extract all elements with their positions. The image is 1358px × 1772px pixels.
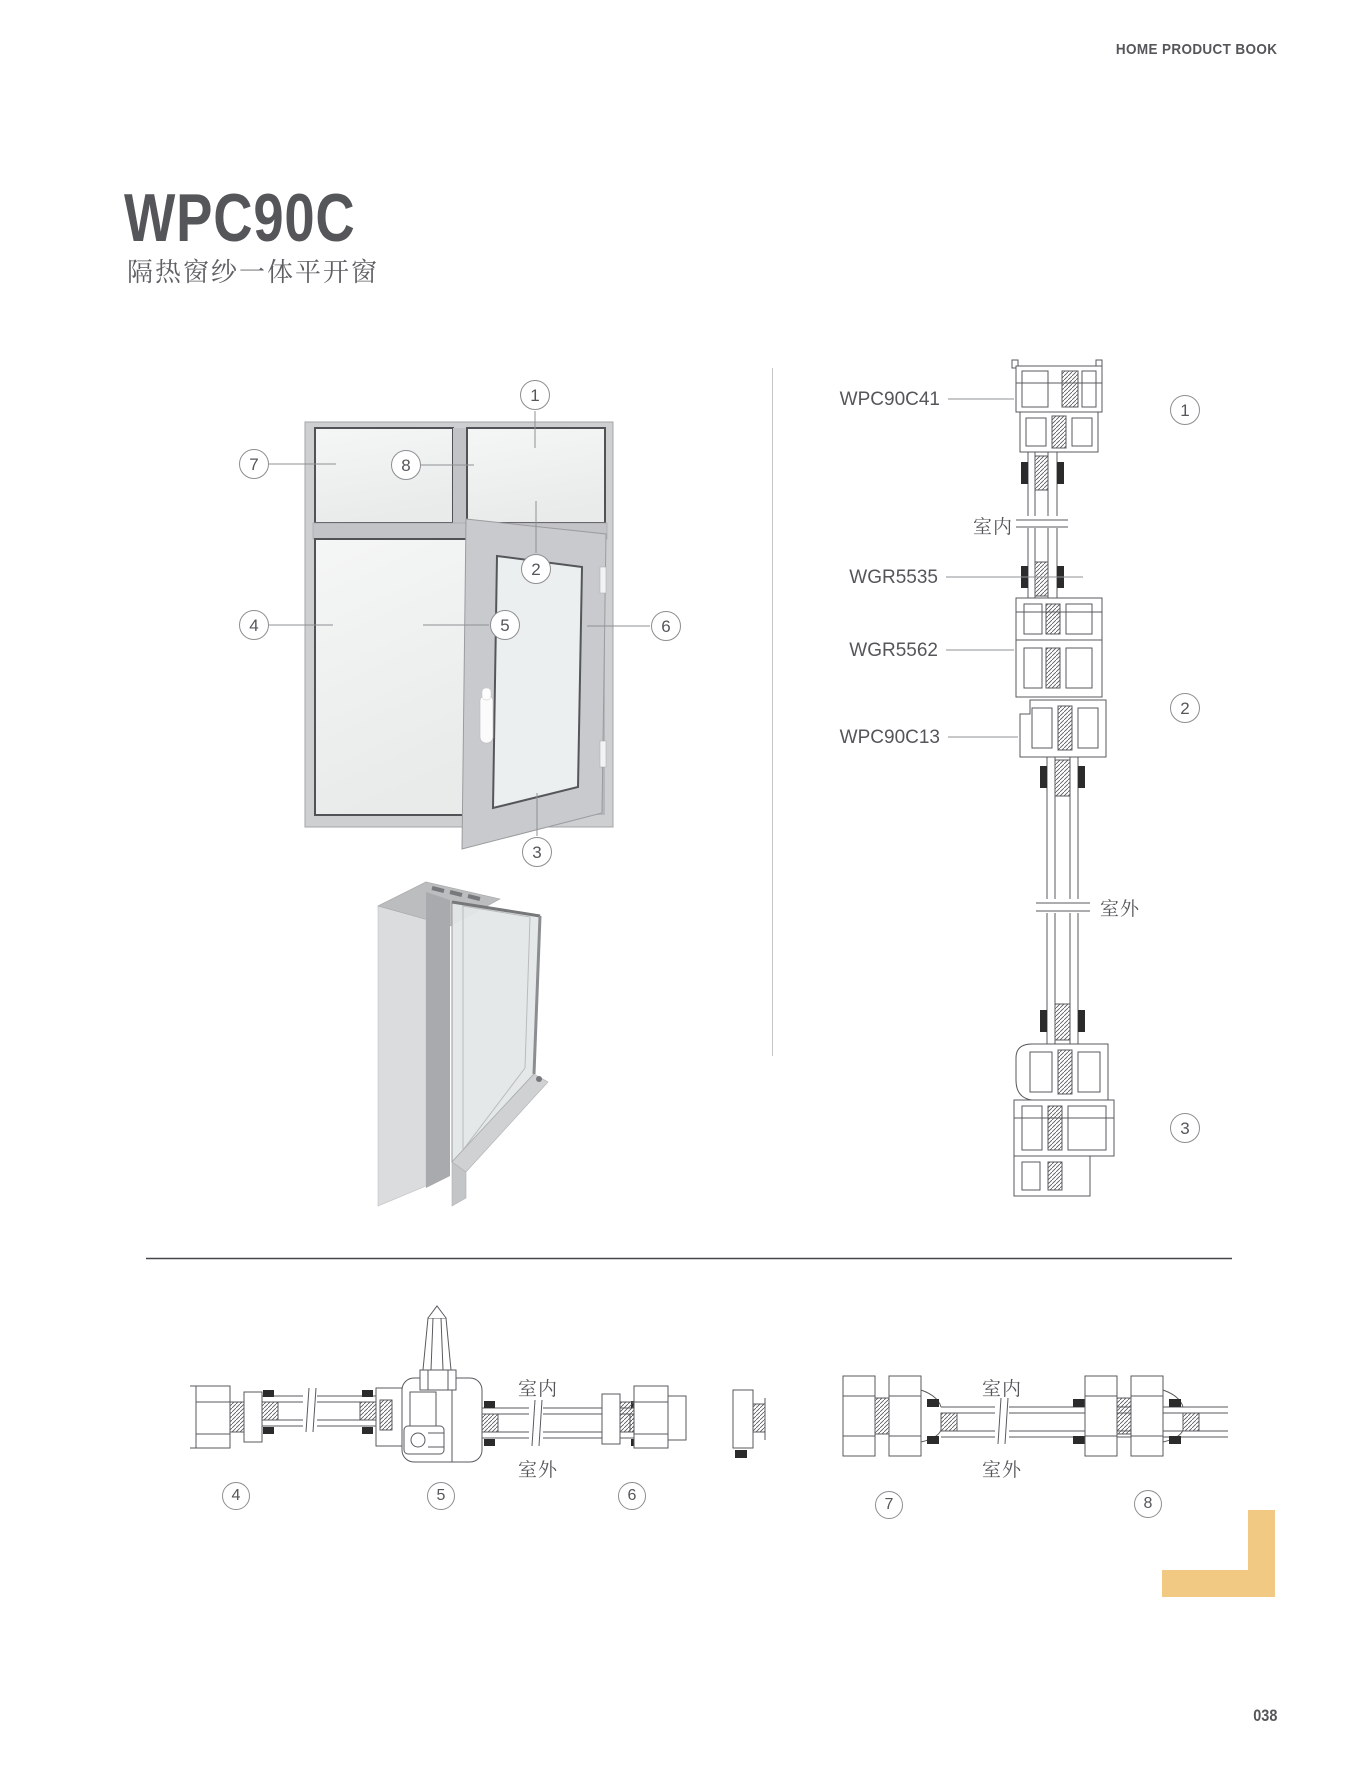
plan-section-right-drawing [733,1376,1228,1458]
plan-right-callout-7: 7 [875,1491,903,1519]
elevation-callout-3: 3 [522,837,552,867]
elevation-callout-4: 4 [239,610,269,640]
elevation-callout-8: 8 [391,450,421,480]
vertical-section-callout-1: 1 [1170,395,1200,425]
plan-section-left-drawing [190,1306,686,1462]
profile-label-wpc90c13: WPC90C13 [839,727,940,748]
vertical-section-outdoor-label: 室外 [1100,899,1141,920]
elevation-callout-7: 7 [239,449,269,479]
plan-right-indoor-label: 室内 [982,1379,1023,1400]
corner-accent-vertical [1248,1510,1275,1597]
plan-left-outdoor-label: 室外 [518,1460,559,1481]
profile-label-wpc90c41: WPC90C41 [839,389,940,410]
plan-left-callout-5: 5 [427,1482,455,1510]
vertical-section-callout-3: 3 [1170,1113,1200,1143]
plan-left-callout-4: 4 [222,1482,250,1510]
profile-label-wgr5535: WGR5535 [849,567,938,588]
plan-left-callout-6: 6 [618,1482,646,1510]
plan-left-indoor-label: 室内 [518,1379,559,1400]
profile-label-wgr5562: WGR5562 [849,640,938,661]
elevation-drawing [269,411,650,849]
elevation-callout-2: 2 [521,554,551,584]
plan-right-outdoor-label: 室外 [982,1460,1023,1481]
elevation-callout-5: 5 [490,610,520,640]
vertical-section-drawing [946,360,1114,1196]
product-subtitle: 隔热窗纱一体平开窗 [127,257,380,287]
vertical-section-indoor-label: 室内 [973,517,1014,538]
elevation-callout-6: 6 [651,611,681,641]
vertical-section-callout-2: 2 [1170,693,1200,723]
elevation-callout-1: 1 [520,380,550,410]
product-model-title: WPC90C [124,180,356,256]
page-number: 038 [1252,1706,1277,1725]
book-header-title: HOME PRODUCT BOOK [1115,41,1277,58]
corner-profile-photo [378,882,548,1206]
plan-right-callout-8: 8 [1134,1490,1162,1518]
